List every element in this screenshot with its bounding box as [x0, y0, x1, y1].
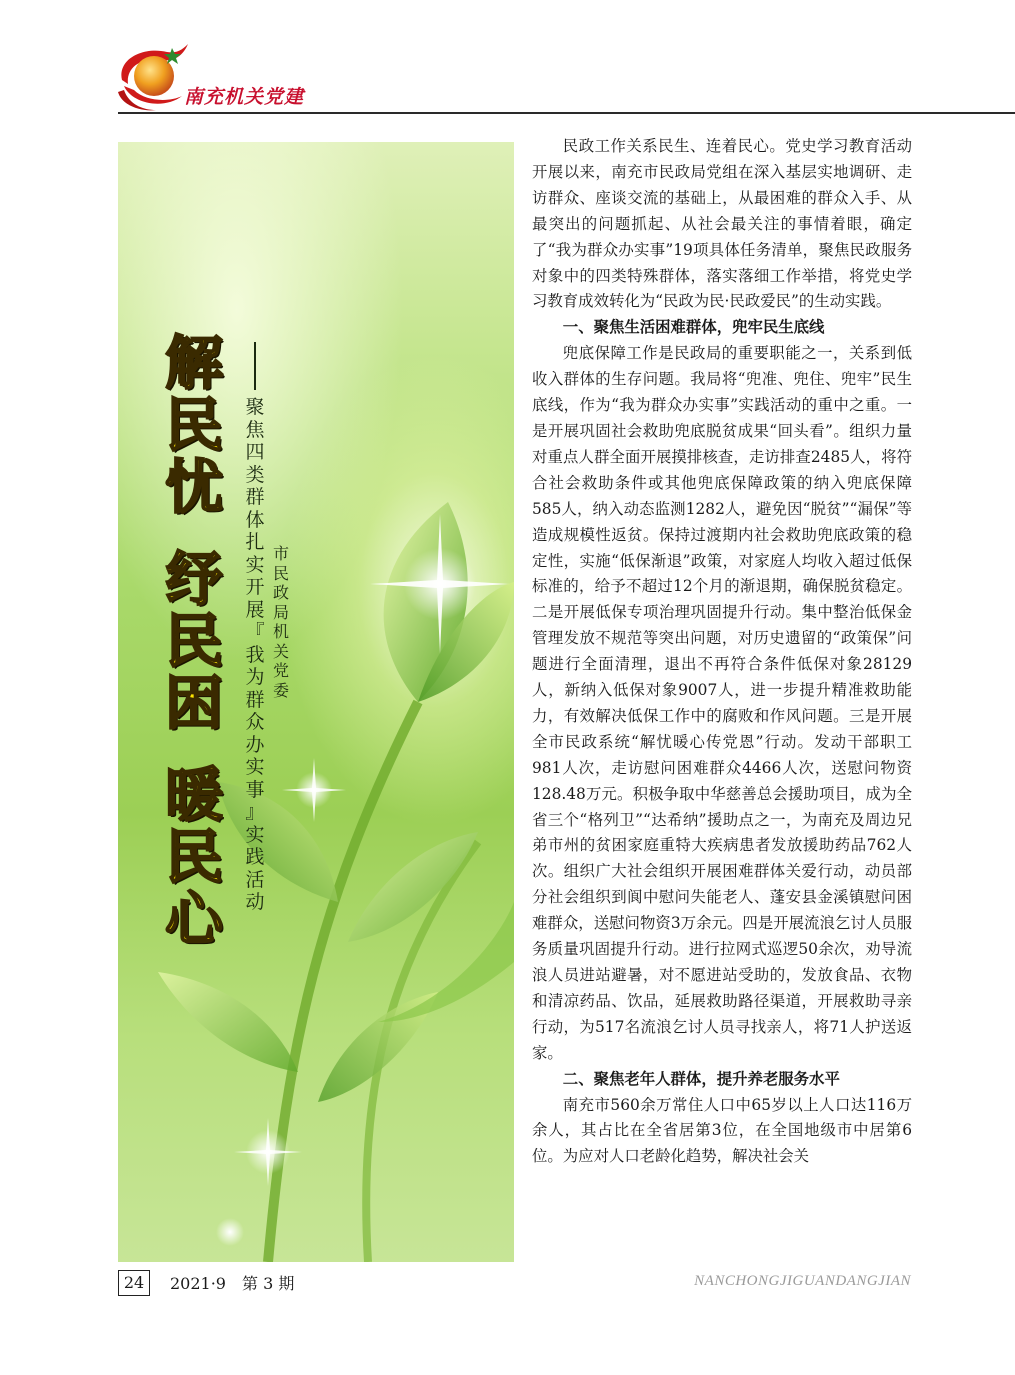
article-cover-panel [118, 142, 514, 1262]
section-heading: 一、聚焦生活困难群体，兜牢民生底线 [562, 318, 825, 337]
title-line: 解 民 忧 [164, 329, 223, 521]
magazine-brand: 南充机关党建 [184, 86, 305, 108]
magazine-logo [112, 40, 190, 112]
article-subtitle [238, 342, 272, 914]
logo-emblem-icon [112, 40, 190, 112]
footer-brand: NANCHONGJIGUANDANGJIAN [694, 1273, 911, 1289]
article-body [532, 134, 912, 1170]
page-number: 24 [118, 1270, 150, 1296]
paragraph: 南充市560余万常住人口中65岁以上人口达116万余人，其占比在全省居第3位，在全国地级市中居第6位。为应对人口老龄化趋势，解决社会关 [532, 1095, 912, 1166]
header-divider [118, 112, 1015, 114]
article-author: 市 民 政 局 机 关 党 委 [272, 544, 289, 700]
subtitle-text: 聚 焦 四 类 群 体 扎 实 开 展 『 我 为 群 众 办 实 事 』 实 践 活 动 [245, 396, 265, 913]
paragraph: 民政工作关系民生、连着民心。党史学习教育活动开展以来，南充市民政局党组在深入基层实地调研、走访群众、座谈交流的基础上，从最困难的群众入手、从最突出的问题抓起、从社会最关注的事情着眼，确定了“我为群众办实事”19项具体任务清单，聚焦民政服务对象中的四类特殊群体，落实落细工作举措，将党史学习教育成效转化为“民政为民·民政爱民”的生动实践。 [532, 137, 912, 311]
title-line: 纾 民 困 [164, 545, 223, 737]
article-title [158, 329, 230, 953]
issue-info: 2021·9 第 3 期 [170, 1274, 295, 1293]
subtitle-dash [254, 342, 256, 390]
paragraph: 兜底保障工作是民政局的重要职能之一，关系到低收入群体的生存问题。我局将“兜准、兜住、兜牢”民生底线，作为“我为群众办实事”实践活动的重中之重。一是开展巩固社会救助兜底脱贫成果“回头看”。组织力量对重点人群全面开展摸排核查，走访排查2485人，将符合社会救助条件或其他兜底保障政策的纳入兜底保障585人，纳入动态监测1282人，避免因“脱贫”“漏保”等造成规模性返贫。保持过渡期内社会救助兜底政策的稳定性，实施“低保渐退”政策，对家庭人均收入超过低保标准的，给予不超过12个月的渐退期，确保脱贫稳定。二是开展低保专项治理巩固提升行动。集中整治低保金管理发放不规范等突出问题，对历史遗留的“政策保”问题进行全面清理，退出不再符合条件低保对象28129人，新纳入低保对象9007人，进一步提升精准救助能力，有效解决低保工作中的腐败和作风问题。三是开展全市民政系统“解忧暖心传党恩”行动。发动干部职工981人次，走访慰问困难群众4466人次，送慰问物资128.48万元。积极争取中华慈善总会援助项目，成为全省三个“格列卫”“达希纳”援助点之一，为南充及周边兄弟市州的贫困家庭重特大疾病患者发放援助药品762人次。组织广大社会组织开展困难群体关爱行动，动员部分社会组织到阆中慰问失能老人、蓬安县金溪镇慰问困难群众，送慰问物资3万余元。四是开展流浪乞讨人员服务质量巩固提升行动。进行拉网式巡逻50余次，劝导流浪人员进站避暑，对不愿进站受助的，发放食品、衣物和清凉药品、饮品，延展救助路径渠道，开展救助寻亲行动，为517名流浪乞讨人员寻找亲人，将71人护送返家。 [532, 344, 912, 1062]
title-line: 暖 民 心 [164, 761, 223, 953]
section-heading: 二、聚焦老年人群体，提升养老服务水平 [562, 1069, 840, 1088]
